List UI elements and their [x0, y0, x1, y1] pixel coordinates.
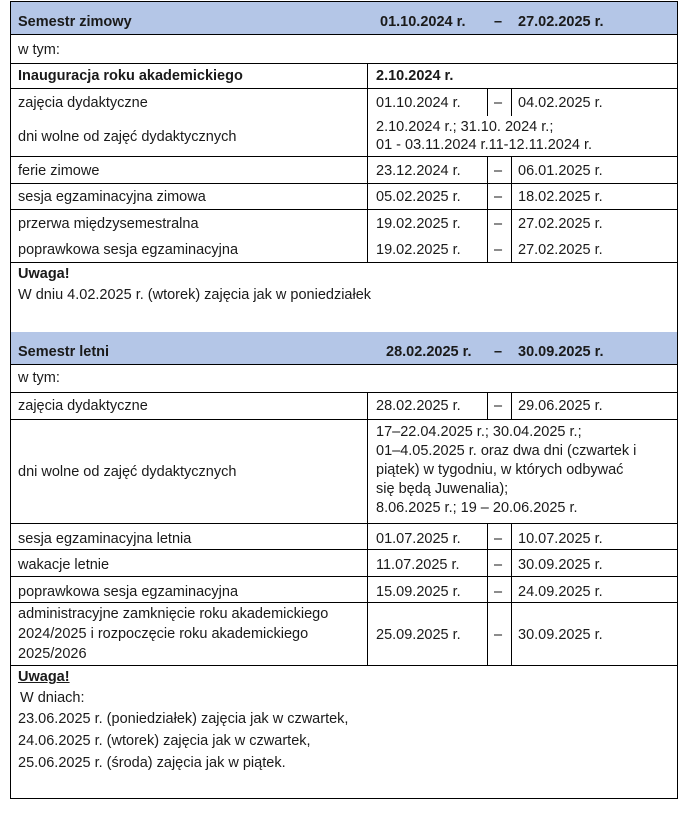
summer-vacation-label: wakacje letnie [18, 557, 110, 573]
summer-vacation-dash: – [494, 557, 503, 573]
summer-note-line-4: 25.06.2025 r. (środa) zajęcia jak w piątek. [18, 755, 286, 771]
summer-days-off-dates-line-3: piątek) w tygodniu, w których odbywać [376, 462, 624, 478]
winter-break-to: 27.02.2025 r. [518, 216, 603, 232]
summer-vacation-to: 30.09.2025 r. [518, 557, 603, 573]
winter-break-from: 19.02.2025 r. [376, 216, 461, 232]
summer-retake-label: poprawkowa sesja egzaminacyjna [18, 584, 239, 600]
summer-teaching-from: 28.02.2025 r. [376, 398, 461, 414]
winter-note-title: Uwaga! [18, 266, 70, 282]
summer-note-line-1: W dniach: [16, 690, 85, 706]
summer-exams-to: 10.07.2025 r. [518, 531, 603, 547]
summer-retake-to: 24.09.2025 r. [518, 584, 603, 600]
winter-holidays-to: 06.01.2025 r. [518, 163, 603, 179]
summer-closing-label-line-3: 2025/2026 [18, 646, 87, 662]
summer-days-off-label: dni wolne od zajęć dydaktycznych [18, 464, 237, 480]
winter-retake-dash: – [494, 242, 503, 258]
summer-exams-label: sesja egzaminacyjna letnia [18, 531, 192, 547]
winter-retake-label: poprawkowa sesja egzaminacyjna [18, 242, 239, 258]
winter-days-off-dates-line-2: 01 - 03.11.2024 r.11-12.11.2024 r. [376, 137, 593, 153]
summer-note-line-2: 23.06.2025 r. (poniedziałek) zajęcia jak w czwartek, [18, 711, 349, 727]
summer-closing-from: 25.09.2025 r. [376, 627, 461, 643]
inauguration-label: Inauguracja roku akademickiego [18, 68, 243, 84]
summer-exams-dash: – [494, 531, 503, 547]
inauguration-date: 2.10.2024 r. [376, 68, 454, 84]
winter-holidays-label: ferie zimowe [18, 163, 100, 179]
winter-teaching-from: 01.10.2024 r. [376, 95, 461, 111]
winter-break-label: przerwa międzysemestralna [18, 216, 199, 232]
winter-exams-dash: – [494, 189, 503, 205]
winter-semester-dash: – [494, 14, 503, 30]
summer-days-off-dates-line-2: 01–4.05.2025 r. oraz dwa dni (czwartek i [376, 443, 637, 459]
summer-closing-to: 30.09.2025 r. [518, 627, 603, 643]
summer-retake-from: 15.09.2025 r. [376, 584, 461, 600]
summer-note-line-3: 24.06.2025 r. (wtorek) zajęcia jak w czwartek, [18, 733, 311, 749]
winter-exams-from: 05.02.2025 r. [376, 189, 461, 205]
summer-days-off-dates-line-4: się będą Juwenalia); [376, 481, 509, 497]
summer-days-off-dates-line-1: 17–22.04.2025 r.; 30.04.2025 r.; [376, 424, 582, 440]
winter-note-text: W dniu 4.02.2025 r. (wtorek) zajęcia jak w poniedziałek [18, 287, 372, 303]
summer-teaching-dash: – [494, 398, 503, 414]
summer-semester-title: Semestr letni [18, 344, 110, 360]
academic-calendar-table [10, 1, 677, 798]
summer-including-label: w tym: [18, 370, 60, 386]
winter-semester-start: 01.10.2024 r. [380, 14, 466, 30]
winter-teaching-label: zajęcia dydaktyczne [18, 95, 148, 111]
winter-days-off-dates-line-1: 2.10.2024 r.; 31.10. 2024 r.; [376, 119, 554, 135]
winter-holidays-from: 23.12.2024 r. [376, 163, 461, 179]
summer-semester-dash: – [494, 344, 503, 360]
summer-retake-dash: – [494, 584, 503, 600]
summer-teaching-label: zajęcia dydaktyczne [18, 398, 148, 414]
winter-semester-title: Semestr zimowy [18, 14, 132, 30]
winter-teaching-to: 04.02.2025 r. [518, 95, 603, 111]
summer-days-off-dates-line-5: 8.06.2025 r.; 19 – 20.06.2025 r. [376, 500, 578, 516]
summer-exams-from: 01.07.2025 r. [376, 531, 461, 547]
winter-including-label: w tym: [18, 42, 60, 58]
summer-closing-dash: – [494, 627, 503, 643]
summer-vacation-from: 11.07.2025 r. [376, 557, 460, 573]
summer-closing-label-line-1: administracyjne zamknięcie roku akademickiego [18, 606, 329, 622]
winter-retake-to: 27.02.2025 r. [518, 242, 603, 258]
winter-exams-label: sesja egzaminacyjna zimowa [18, 189, 206, 205]
summer-teaching-to: 29.06.2025 r. [518, 398, 603, 414]
winter-days-off-label: dni wolne od zajęć dydaktycznych [18, 129, 237, 145]
winter-break-dash: – [494, 216, 503, 232]
winter-semester-end: 27.02.2025 r. [518, 14, 604, 30]
summer-note-title: Uwaga! [18, 669, 70, 685]
winter-holidays-dash: – [494, 163, 503, 179]
winter-teaching-dash: – [494, 95, 503, 111]
summer-semester-start: 28.02.2025 r. [386, 344, 472, 360]
summer-closing-label-line-2: 2024/2025 i rozpoczęcie roku akademickiego [18, 626, 309, 642]
summer-semester-end: 30.09.2025 r. [518, 344, 604, 360]
winter-retake-from: 19.02.2025 r. [376, 242, 461, 258]
winter-exams-to: 18.02.2025 r. [518, 189, 603, 205]
